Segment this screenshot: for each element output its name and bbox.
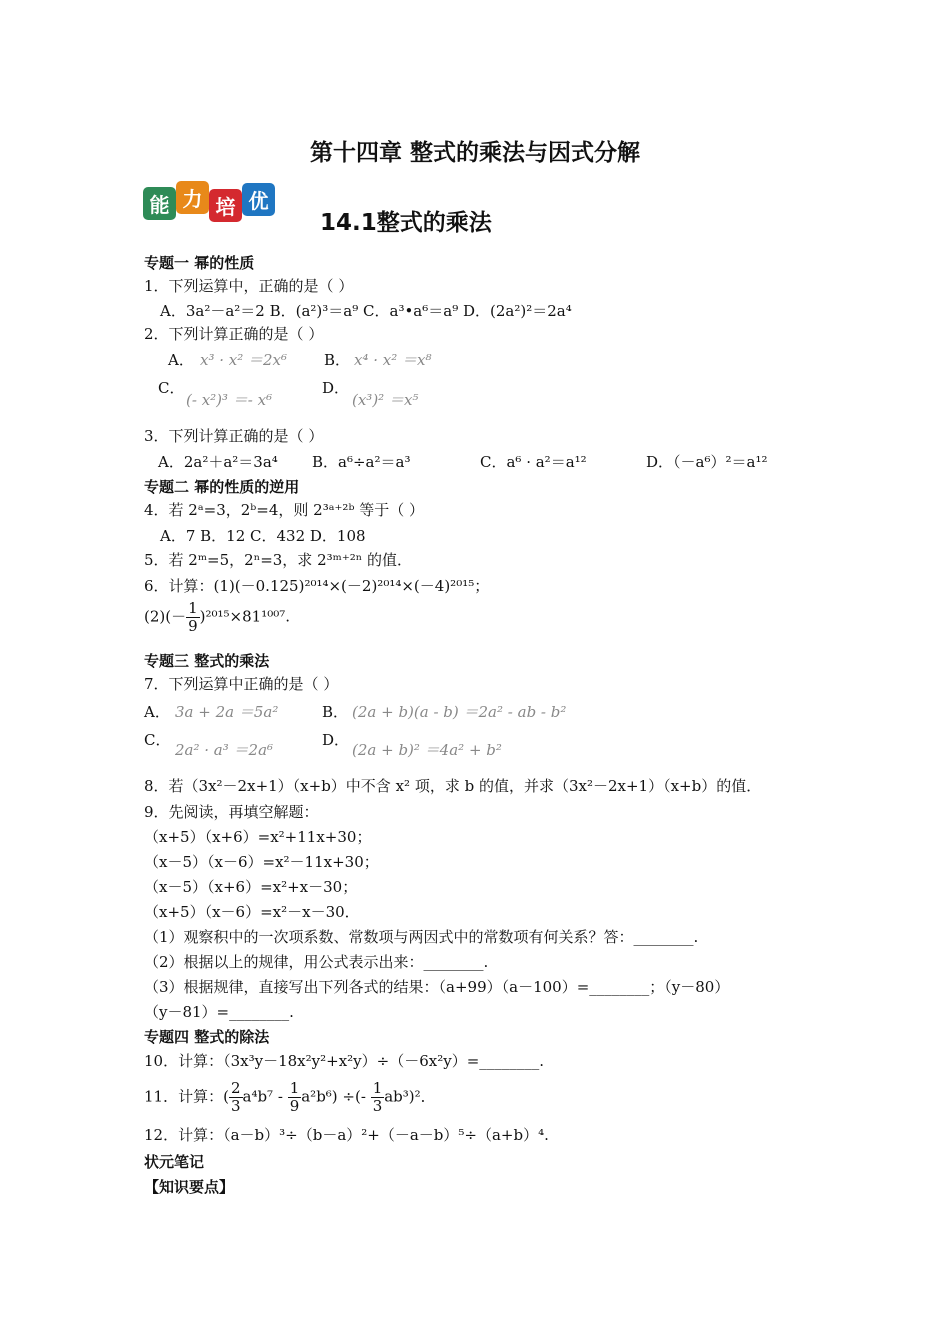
option-expression: x³ · x² ＝2x⁶ (200, 351, 288, 369)
question-11 (144, 1080, 436, 1115)
notes-title: 状元笔记 (144, 1153, 205, 1171)
fraction (229, 1080, 243, 1115)
question-8: 8．若（3x²－2x+1）（x+b）中不含 x² 项，求 b 的值，并求（3x²－2x+1）（x+b）的值． (144, 777, 762, 795)
option-label: C． (158, 379, 185, 397)
question-6-part1: 6．计算：(1)(－0.125)²⁰¹⁴×(－2)²⁰¹⁴×(－4)²⁰¹⁵； (144, 577, 490, 595)
question-4-stem: 4．若 2ᵃ=3，2ᵇ=4，则 2³ᵃ⁺²ᵇ 等于（ ） (144, 501, 424, 519)
option-expression: 3a + 2a ＝5a² (175, 703, 279, 721)
option-expression: (x³)² ＝x⁵ (352, 391, 419, 409)
option-label: D． (322, 731, 350, 749)
numerator: 1 (188, 599, 198, 617)
option-label: A． (144, 703, 170, 721)
option-expression: (- x²)³ ＝- x⁶ (186, 391, 273, 409)
option-expression: x⁴ · x² ＝x⁸ (354, 351, 432, 369)
badge-char: 优 (242, 183, 275, 216)
example-equation: （x+5）（x+6）=x²+11x+30； (144, 828, 372, 846)
option-label: D． (322, 379, 350, 397)
question-2-stem: 2．下列计算正确的是（ ） (144, 325, 324, 343)
expr-term: a⁴b⁷ - (242, 1087, 288, 1106)
question-6-part2 (144, 600, 290, 635)
option-expression: 2a² · a³ ＝2a⁶ (175, 741, 274, 759)
chapter-title: 第十四章 整式的乘法与因式分解 (309, 140, 640, 166)
denominator: 3 (372, 1097, 383, 1115)
question-3-option: C．a⁶ · a²＝a¹² (480, 453, 587, 471)
topic-heading: 专题二 幂的性质的逆用 (144, 478, 300, 496)
expr-prefix: (2)(－ (144, 607, 187, 626)
question-4-options: A．7 B．12 C．432 D．108 (160, 527, 366, 545)
ability-badge (143, 181, 275, 222)
option-expression: (2a + b)(a - b) ＝2a² - ab - b² (352, 703, 567, 721)
expr-term: a²b⁶) ÷(- (301, 1087, 371, 1106)
topic-heading: 专题三 整式的乘法 (144, 652, 270, 670)
option-label: B． (322, 703, 349, 721)
question-9-part2: （2）根据以上的规律，用公式表示出来：________. (144, 953, 489, 971)
numerator: 2 (230, 1079, 241, 1097)
question-1-options: A．3a²－a²＝2 B．(a²)³＝a⁹ C．a³•a⁶＝a⁹ D．(2a²)²＝2a⁴ (160, 302, 572, 320)
option-label: B． (324, 351, 351, 369)
example-equation: （x+5）（x－6）=x²－x－30． (144, 903, 360, 921)
topic-heading: 专题四 整式的除法 (144, 1028, 270, 1046)
question-3-option: B．a⁶÷a²＝a³ (312, 453, 411, 471)
fraction (288, 1080, 302, 1115)
question-3-option: D．（－a⁶）²＝a¹² (646, 453, 768, 471)
fraction (371, 1080, 385, 1115)
expr-prefix: 11．计算：( (144, 1087, 229, 1106)
option-expression: (2a + b)² ＝4a² + b² (352, 741, 502, 759)
badge-char: 力 (176, 181, 209, 214)
denominator: 3 (230, 1097, 241, 1115)
fraction (186, 600, 200, 635)
expr-suffix: )²⁰¹⁵×81¹⁰⁰⁷. (199, 607, 291, 626)
expr-suffix: ab³)²． (384, 1087, 436, 1106)
section-title: 14.1整式的乘法 (320, 210, 492, 236)
option-label: C． (144, 731, 171, 749)
option-label: A． (168, 351, 194, 369)
question-9-stem: 9．先阅读，再填空解题： (144, 803, 319, 821)
question-3-option: A．2a²＋a²＝3a⁴ (158, 453, 278, 471)
question-3-stem: 3．下列计算正确的是（ ） (144, 427, 324, 445)
numerator: 1 (289, 1079, 300, 1097)
numerator: 1 (372, 1079, 383, 1097)
question-9-part3-cont: （y－81）=________. (144, 1003, 294, 1021)
denominator: 9 (289, 1097, 300, 1115)
question-9-part3: （3）根据规律，直接写出下列各式的结果：（a+99）（a－100）=________；（y－80） (144, 978, 730, 996)
question-10: 10．计算：（3x³y－18x²y²+x²y）÷（－6x²y）=________. (144, 1052, 545, 1070)
question-12: 12．计算：（a－b）³÷（b－a）²+（－a－b）⁵÷（a+b）⁴. (144, 1126, 549, 1144)
denominator: 9 (188, 617, 198, 635)
topic-heading: 专题一 幂的性质 (144, 254, 255, 272)
example-equation: （x－5）（x+6）=x²+x－30； (144, 878, 358, 896)
question-7-stem: 7．下列运算中正确的是（ ） (144, 675, 339, 693)
question-1-stem: 1．下列运算中，正确的是（ ） (144, 277, 354, 295)
example-equation: （x－5）（x－6）=x²－11x+30； (144, 853, 379, 871)
question-5: 5．若 2ᵐ=5，2ⁿ=3，求 2³ᵐ⁺²ⁿ 的值． (144, 551, 413, 569)
badge-char: 能 (143, 187, 176, 220)
knowledge-title: 【知识要点】 (144, 1178, 235, 1196)
question-9-part1: （1）观察积中的一次项系数、常数项与两因式中的常数项有何关系？答：________. (144, 928, 699, 946)
badge-char: 培 (209, 189, 242, 222)
